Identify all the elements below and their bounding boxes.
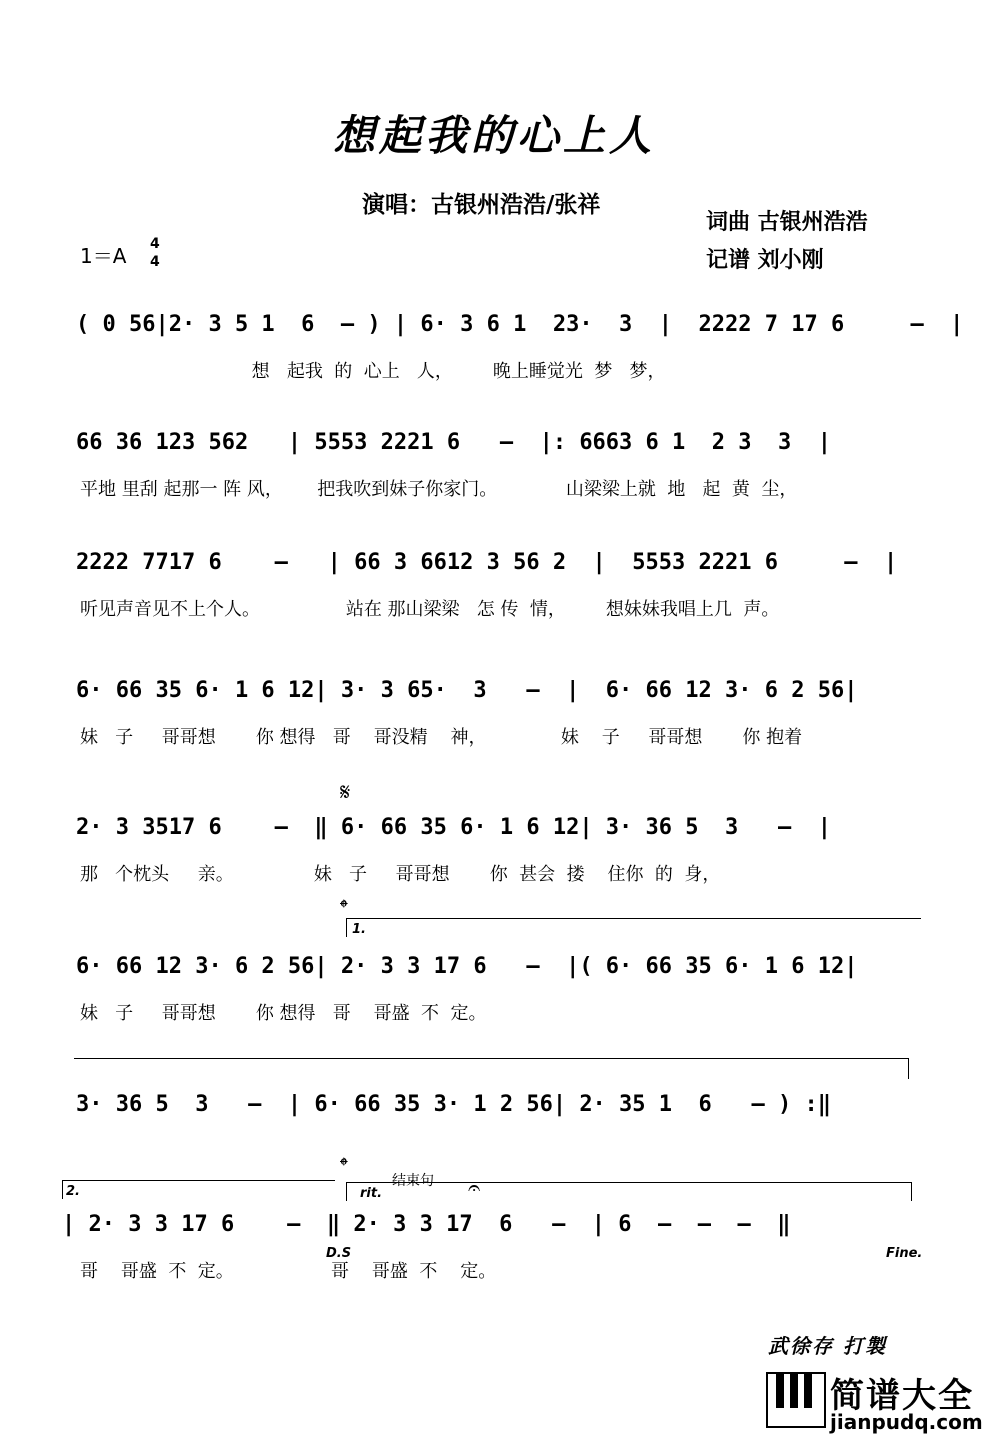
fine-mark: Fine. [886, 1246, 923, 1261]
logo-url: jianpudq.com [830, 1410, 983, 1434]
ending-phrase-label: 结束句 [392, 1173, 434, 1189]
segno-icon: 𝄋 [340, 778, 351, 806]
score-system-4 [0, 676, 988, 806]
score-system-8 [0, 1210, 988, 1340]
fermata-icon: 𝄐 [468, 1176, 481, 1201]
lyrics-line: 哥 哥盛 不 定。 哥 哥盛 不 定。 [80, 1261, 497, 1282]
ritardando-mark: rit. [360, 1186, 383, 1201]
lyricist-credit: 词曲 古银州浩浩 [706, 210, 868, 235]
score-system-2 [0, 428, 988, 558]
lyrics-line: 听见声音见不上个人。 站在 那山梁梁 怎 传 情， 想妹妹我唱上几 声。 [80, 599, 780, 620]
volta-2-label: 2. [66, 1184, 80, 1199]
notation-line: 3· 36 5 3 – | 6· 66 35 3· 1 2 56| 2· 35 1 6 – ) :‖ [76, 1092, 831, 1117]
coda-icon: 𝄌 [340, 896, 348, 921]
dal-segno-mark: D.S [326, 1246, 352, 1261]
maker-stamp: 武徐存 打製 [768, 1334, 887, 1358]
volta-bracket-2 [62, 1180, 335, 1199]
lyrics-line: 妹 子 哥哥想 你 想得 哥 哥盛 不 定。 [80, 1003, 487, 1024]
coda-icon: 𝄌 [340, 1154, 348, 1179]
score-system-3 [0, 548, 988, 678]
piano-icon [766, 1372, 826, 1428]
time-signature [150, 235, 160, 271]
notation-line: 2222 7717 6 – | 66 3 6612 3 56 2 | 5553 2221 6 – | [76, 550, 898, 575]
notation-line: 6· 66 35 6· 1 6 12| 3· 3 65· 3 – | 6· 66 12 3· 6 2 56| [76, 678, 858, 703]
volta-1-label: 1. [352, 922, 366, 937]
notation-line: 2· 3 3517 6 – ‖ 6· 66 35 6· 1 6 12| 3· 36 5 3 – | [76, 815, 831, 840]
transcriber-credit: 记谱 刘小刚 [706, 248, 824, 273]
song-title: 想起我的心上人 [332, 111, 655, 160]
time-signature-top: 4 [150, 236, 160, 252]
singer-credit: 演唱：古银州浩浩/张祥 [362, 192, 601, 218]
time-signature-bottom: 4 [150, 254, 160, 270]
notation-line: | 2· 3 3 17 6 – ‖ 2· 3 3 17 6 – | 6 – – – ‖ [62, 1212, 791, 1237]
notation-line: 6· 66 12 3· 6 2 56| 2· 3 3 17 6 – |( 6· 66 35 6· 1 6 12| [76, 954, 858, 979]
lyrics-line: 那 个枕头 亲。 妹 子 哥哥想 你 甚会 搂 住你 的 身， [80, 864, 721, 885]
volta-bracket-1 [346, 918, 921, 937]
site-logo [766, 1372, 981, 1434]
logo-name: 简谱大全 [830, 1376, 974, 1416]
key-signature: 1＝A [80, 244, 127, 268]
score-system-1 [0, 310, 988, 440]
notation-line: ( 0 56|2· 3 5 1 6 – ) | 6· 3 6 1 23· 3 | 2222 7 17 6 – | [76, 312, 964, 337]
lyrics-line: 想 起我 的 心上 人， 晚上睡觉光 梦 梦， [80, 361, 666, 382]
lyrics-line: 妹 子 哥哥想 你 想得 哥 哥没精 神， 妹 子 哥哥想 你 抱着 [80, 727, 803, 748]
lyrics-line: 平地 里刮 起那一 阵 风， 把我吹到妹子你家门。 山梁梁上就 地 起 黄 尘， [80, 479, 798, 500]
notation-line: 66 36 123 562 | 5553 2221 6 – |: 6663 6 1 2 3 3 | [76, 430, 831, 455]
repeat-bracket-line [74, 1058, 909, 1079]
